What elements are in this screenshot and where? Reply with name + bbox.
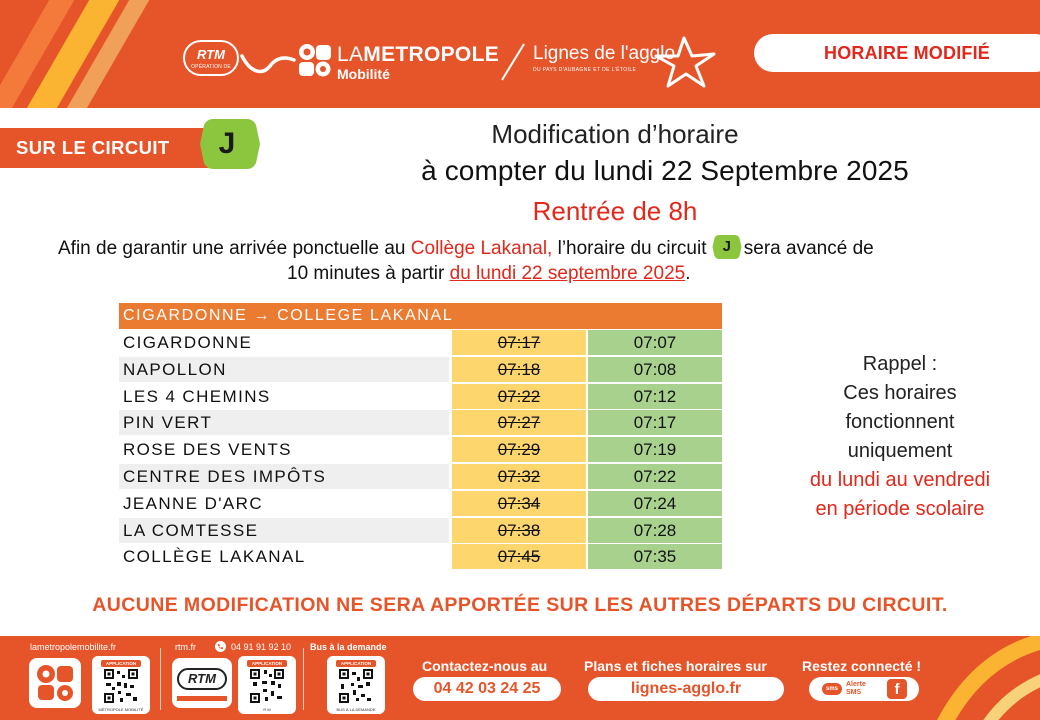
old-time: 07:18 xyxy=(452,357,586,382)
intro-paragraph-line-2 xyxy=(287,263,690,285)
qr-code-icon xyxy=(104,669,138,703)
table-body xyxy=(119,329,722,570)
new-time: 07:22 xyxy=(588,464,722,489)
old-time: 07:45 xyxy=(452,544,586,569)
table-header: CIGARDONNE → COLLEGE LAKANAL xyxy=(119,303,722,329)
new-time: 07:35 xyxy=(588,544,722,569)
plans-site-pill[interactable]: lignes-agglo.fr xyxy=(588,677,784,701)
old-time: 07:17 xyxy=(452,330,586,355)
new-time: 07:28 xyxy=(588,518,722,543)
qr-code-rtm[interactable] xyxy=(238,656,296,714)
table-row xyxy=(119,463,722,490)
circuit-letter: J xyxy=(218,127,236,160)
old-time: 07:34 xyxy=(452,491,586,516)
table-row xyxy=(119,490,722,517)
agglo-subtitle: DU PAYS D'AUBAGNE ET DE L'ÉTOILE xyxy=(533,67,637,73)
alerte-sms-label: Alerte SMS xyxy=(846,681,866,696)
table-row xyxy=(119,409,722,436)
decorative-arcs xyxy=(910,636,1040,720)
circuit-label: SUR LE CIRCUIT xyxy=(16,137,170,158)
old-time: 07:29 xyxy=(452,437,586,462)
new-time: 07:12 xyxy=(588,384,722,409)
metropole-app-icon xyxy=(29,658,81,708)
contact-phone-pill[interactable]: 04 42 03 24 25 xyxy=(413,677,561,701)
sms-icon: sms xyxy=(822,683,842,695)
metropole-subtitle: Mobilité xyxy=(337,66,390,82)
footer-divider xyxy=(303,648,304,710)
metropole-app-tile[interactable] xyxy=(29,658,81,708)
rtm-logo xyxy=(183,40,239,76)
table-row xyxy=(119,543,722,570)
stop-name: CIGARDONNE xyxy=(123,333,253,352)
rtm-tile-stripe xyxy=(177,696,227,701)
reminder-line-5: du lundi au vendredi xyxy=(809,469,991,491)
connect-label: Restez connecté ! xyxy=(802,658,922,674)
qr1-foot: MÉTROPOLE MOBILITÉ xyxy=(98,707,144,712)
decorative-stripes xyxy=(0,0,160,108)
agglo-name: Lignes de l'agglo xyxy=(533,43,676,64)
rtm-tile-logo: RTM xyxy=(177,668,227,690)
new-time: 07:07 xyxy=(588,330,722,355)
new-time: 07:24 xyxy=(588,491,722,516)
reminder-line-3: fonctionnent xyxy=(845,411,955,433)
contact-label: Contactez-nous au xyxy=(422,658,548,674)
intro-text-5: . xyxy=(685,263,691,284)
table-row xyxy=(119,383,722,410)
qr2-foot: R.M xyxy=(263,707,271,712)
qr1-app-label: APPLICATION xyxy=(101,660,141,667)
qr-code-demand[interactable] xyxy=(327,656,385,714)
stop-name: NAPOLLON xyxy=(119,357,449,382)
qr-code-icon xyxy=(339,669,373,703)
metropole-mark-icon xyxy=(297,42,333,78)
reminder-line-2: Ces horaires xyxy=(843,382,957,404)
circuit-j-badge xyxy=(199,117,261,171)
title-line-1: Modification d’horaire xyxy=(491,119,739,149)
qr-code-metropole[interactable] xyxy=(92,656,150,714)
metropole-title: LAMETROPOLE xyxy=(337,43,500,66)
reminder-box xyxy=(780,350,1020,524)
intro-date-link: du lundi 22 septembre 2025 xyxy=(449,263,686,284)
new-time: 07:19 xyxy=(588,437,722,462)
horaire-modifie-badge: HORAIRE MODIFIÉ xyxy=(754,34,1040,72)
intro-text-4: 10 minutes à partir xyxy=(287,263,450,284)
star-icon xyxy=(650,34,722,90)
footer-demand-label: Bus à la demande xyxy=(310,642,387,652)
old-time: 07:32 xyxy=(452,464,586,489)
inline-circuit-letter: J xyxy=(722,238,731,255)
footer-phone-rtm[interactable]: 04 91 91 92 10 xyxy=(231,642,292,652)
footer-site-rtm[interactable]: rtm.fr xyxy=(175,642,196,652)
facebook-icon[interactable]: f xyxy=(887,679,907,699)
new-time: 07:08 xyxy=(588,357,722,382)
divider-slash xyxy=(498,42,528,82)
qr2-app-label: APPLICATION xyxy=(247,660,287,667)
intro-text-2: l’horaire du circuit xyxy=(552,238,712,259)
circuit-bar xyxy=(0,128,215,168)
title-line-3: Rentrée de 8h xyxy=(532,196,698,226)
table-row xyxy=(119,356,722,383)
stop-name: LA COMTESSE xyxy=(119,518,449,543)
qr-code-icon xyxy=(250,669,284,703)
qr3-app-label: APPLICATION xyxy=(336,660,376,667)
plans-label: Plans et fiches horaires sur xyxy=(584,658,767,674)
rtm-app-tile[interactable] xyxy=(172,658,232,708)
table-row xyxy=(119,436,722,463)
intro-text-3: sera avancé de xyxy=(743,238,874,259)
inline-circuit-badge xyxy=(712,234,744,260)
intro-paragraph-line-1 xyxy=(58,234,874,260)
phone-icon xyxy=(215,641,226,652)
schedule-table xyxy=(119,303,722,570)
rtm-logo-text: RTM xyxy=(197,47,225,62)
stop-name: CENTRE DES IMPÔTS xyxy=(119,464,449,489)
stop-name: LES 4 CHEMINS xyxy=(123,386,271,406)
old-time: 07:22 xyxy=(452,384,586,409)
footer-divider xyxy=(160,648,161,710)
header-banner xyxy=(0,0,1040,108)
reminder-line-1: Rappel : xyxy=(862,353,938,375)
reminder-line-6: en période scolaire xyxy=(815,498,985,520)
stop-name: ROSE DES VENTS xyxy=(123,440,292,460)
intro-text: Afin de garantir une arrivée ponctuelle au xyxy=(58,238,411,259)
footer-site-metropole[interactable]: lametropolemobilite.fr xyxy=(30,642,117,652)
qr3-foot: BUS À LA DEMANDE xyxy=(336,707,376,712)
table-row xyxy=(119,329,722,356)
intro-college: Collège Lakanal, xyxy=(410,238,553,259)
squiggle-icon xyxy=(240,50,296,78)
stop-name: PIN VERT xyxy=(119,410,449,435)
old-time: 07:38 xyxy=(452,518,586,543)
title-line-2: à compter du lundi 22 Septembre 2025 xyxy=(421,155,909,186)
stop-name: COLLÈGE LAKANAL xyxy=(123,547,306,567)
table-row xyxy=(119,517,722,544)
footer-banner xyxy=(0,636,1040,720)
new-time: 07:17 xyxy=(588,410,722,435)
stop-name: JEANNE D'ARC xyxy=(123,493,264,513)
reminder-line-4: uniquement xyxy=(847,440,953,462)
notice-text: AUCUNE MODIFICATION NE SERA APPORTÉE SUR LES AUTRES DÉPARTS DU CIRCUIT. xyxy=(92,594,948,616)
old-time: 07:27 xyxy=(452,410,586,435)
rtm-logo-sub: OPÉRATION DE xyxy=(191,64,231,70)
